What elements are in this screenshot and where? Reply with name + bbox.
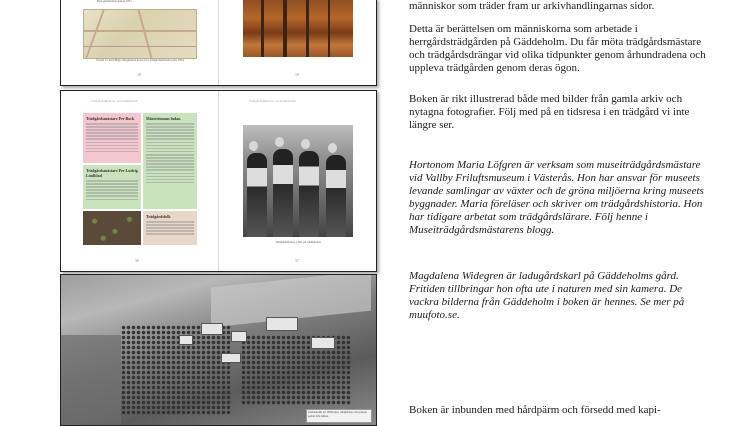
info-box-sand <box>143 211 197 245</box>
info-box-sand-title: Trädgårdsfolk <box>146 214 171 219</box>
aerial-caption: Gäddeholm på 1930-talet, trädgården och parken sedda från luften. <box>306 409 372 423</box>
aerial-photo-estate <box>60 274 377 426</box>
spread2-left-page <box>61 91 217 271</box>
running-head-right: Trädgårdsmästare vid Gäddeholm <box>249 99 296 103</box>
paragraph-photographer: Magdalena Widegren är ladugårdskarl på Gäddeholms gård. Fritiden tillbringar hon ofta ute i naturen med sin kamera. De vackra bilderna från Gäddeholm i boken är hennes. Se mer på muufoto.se. <box>409 270 685 321</box>
info-box-green <box>83 165 141 209</box>
text-line-intro-end <box>409 0 709 13</box>
text-block-binding <box>409 404 709 417</box>
text-block-illustrated <box>409 93 709 132</box>
info-box-green-right-title: Mästerinnans-ladan <box>146 116 181 121</box>
autumn-forest-photo <box>243 0 353 57</box>
paragraph-illustrated: Boken är rikt illustrerad både med bilder från gamla arkiv och nytagna fotografier. Följ med på en tidsresa i en trädgård vi inte längre ser. <box>409 93 690 131</box>
page-number-left: 36 <box>135 258 139 263</box>
running-head-left: Trädgårdsmästare vid Gäddeholm <box>91 99 138 103</box>
text-block-author-maria <box>409 159 709 236</box>
book-spread-2 <box>60 90 377 272</box>
info-box-green-title: Trädgårdsmästare Per Ludvig Lindblad <box>86 168 138 178</box>
spread1-right-page <box>219 0 375 85</box>
spread1-left-page <box>61 0 217 85</box>
page-number-left: 18 <box>137 72 141 77</box>
info-box-green-right <box>143 113 197 209</box>
women-in-folk-costume-photo <box>243 125 353 237</box>
text-block-photographer <box>409 270 709 322</box>
paragraph-story: Detta är berättelsen om människorna som arbetade i herrgårdsträdgården på Gäddeholm. Du får möta trädgårdsmästare och trädgårdsdrängar vid olika tidpunkter genom århundradena och uppleva trädgården genom deras ögon. <box>409 23 706 74</box>
info-box-pink-title: Trädgårdsmästare Per Bock <box>86 116 135 121</box>
spread2-right-page <box>219 91 375 271</box>
paragraph-binding: Boken är inbunden med hårdpärm och försedd med kapi- <box>409 404 661 416</box>
map-caption: Utsnitt av Karl-Hugo Magnusson karta över trädgårdsskötseln plats 1834 <box>96 58 184 62</box>
page-number-right: 19 <box>295 72 299 77</box>
map-top-caption: Plan gårdsarbete kartan 1831 <box>97 0 132 3</box>
paragraph-intro-end: människor som träder fram ur arkivhandlingarnas sidor. <box>409 0 655 12</box>
paragraph-author-maria: Hortonom Maria Löfgren är verksam som museiträdgårdsmästare vid Vallby Friluftsmuseum i Västerås. Hon har ansvar för museets levande samlingar av växter och de gröna miljöerna kring museets byggnader. Maria föreläser och skriver om trädgårdshistoria. Hon har tidigare arbetat som trädgårdslärare. Följ henne i Museiträdgårdsmästarens blogg. <box>409 159 704 236</box>
historic-map-image <box>83 9 197 59</box>
seedlings-photo <box>83 211 141 245</box>
text-block-story <box>409 23 709 75</box>
info-box-pink <box>83 113 141 163</box>
page-number-right: 37 <box>295 258 299 263</box>
photo-caption: Trädgårdsflickor i Näs på Gäddeholm <box>275 240 321 244</box>
book-spread-1 <box>60 0 377 86</box>
